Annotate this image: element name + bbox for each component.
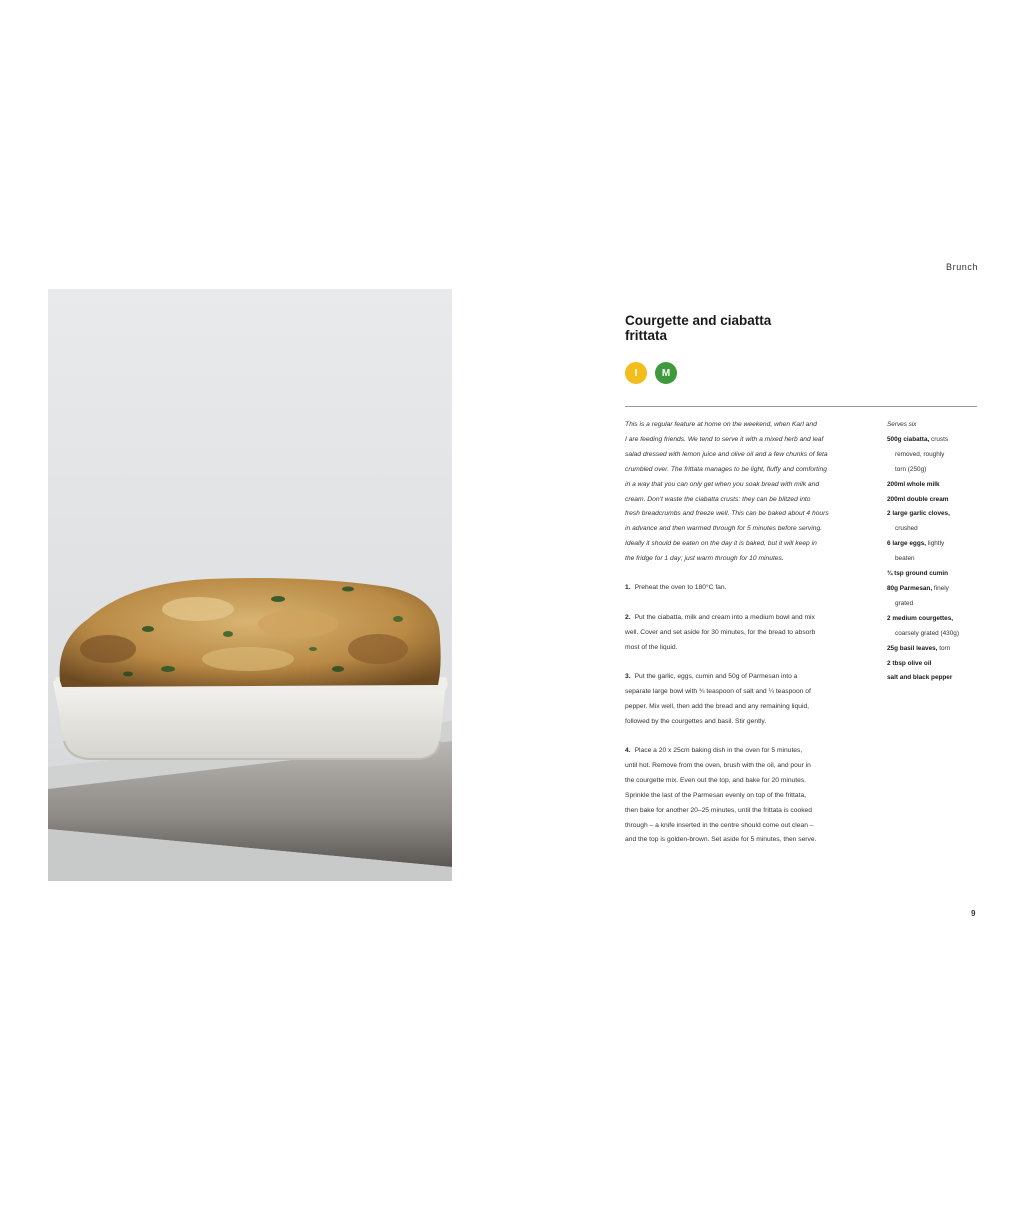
ingredient-item: 25g basil leaves, torn: [887, 644, 951, 652]
intro-line: I are feeding friends. We tend to serve it with a mixed herb and leaf: [625, 435, 824, 443]
ingredient-note: coarsely grated (430g): [895, 629, 959, 637]
method-step-1: [625, 581, 875, 596]
step-line: pepper. Mix well, then add the bread and any remaining liquid,: [625, 702, 810, 710]
page-number: 9: [971, 909, 976, 918]
ingredient-item: 200ml double cream: [887, 495, 949, 503]
section-label: Brunch: [946, 262, 979, 272]
step-line: Place a 20 x 25cm baking dish in the oven for 5 minutes,: [634, 747, 803, 754]
step-line: through – a knife inserted in the centre should come out clean –: [625, 821, 814, 829]
step-line: and the top is golden-brown. Set aside for 5 minutes, then serve.: [625, 836, 817, 844]
ingredient-item: 80g Parmesan, finely: [887, 584, 949, 592]
step-line: well. Cover and set aside for 30 minutes, for the bread to absorb: [625, 628, 816, 636]
step-line: until hot. Remove from the oven, brush with the oil, and pour in: [625, 761, 811, 769]
intro-line: fresh breadcrumbs and freeze well. This can be baked about 4 hours: [625, 510, 829, 518]
step-line: most of the liquid.: [625, 643, 678, 651]
step-line: then bake for another 20–25 minutes, until the frittata is cooked: [625, 806, 812, 814]
recipe-intro: [625, 418, 875, 567]
ingredient-note: crushed: [895, 525, 918, 533]
ingredient-note: grated: [895, 599, 914, 607]
step-line: the courgette mix. Even out the top, and bake for 20 minutes.: [625, 776, 807, 784]
recipe-title: [625, 313, 845, 343]
intro-line: in advance and then warmed through for 5 minutes before serving.: [625, 525, 823, 533]
intro-line: This is a regular feature at home on the weekend, when Karl and: [625, 421, 817, 428]
ingredient-item: 500g ciabatta, crusts: [887, 435, 949, 443]
ingredient-item: 200ml whole milk: [887, 480, 940, 488]
ingredients-list: [887, 418, 987, 686]
serves-count: Serves six: [887, 421, 917, 428]
intro-line: Ideally it should be eaten on the day it is baked, but it will keep in: [625, 540, 817, 548]
intro-line: the fridge for 1 day; just warm through for 10 minutes.: [625, 555, 784, 563]
ingredient-item: 6 large eggs, lightly: [887, 540, 945, 548]
step-number: 2.: [625, 614, 631, 621]
badge-m: M: [655, 362, 677, 384]
ingredient-item: salt and black pepper: [887, 674, 953, 682]
step-line: Sprinkle the last of the Parmesan evenly on top of the frittata,: [625, 791, 807, 799]
ingredient-note: beaten: [895, 555, 915, 563]
step-number: 4.: [625, 747, 631, 754]
badge-i: I: [625, 362, 647, 384]
ingredient-item: 2 medium courgettes,: [887, 614, 954, 622]
dietary-badges: [625, 362, 677, 384]
step-line: Put the garlic, eggs, cumin and 50g of Parmesan into a: [634, 673, 798, 680]
intro-line: in a way that you can only get when you soak bread with milk and: [625, 480, 820, 488]
step-number: 3.: [625, 673, 631, 680]
step-line: followed by the courgettes and basil. Stir gently.: [625, 717, 767, 725]
step-line: separate large bowl with ¾ teaspoon of salt and ¼ teaspoon of: [625, 687, 811, 695]
intro-line: crumbled over. The frittata manages to be light, fluffy and comforting: [625, 465, 827, 473]
step-line: Preheat the oven to 180°C fan.: [634, 584, 727, 591]
recipe-title-line-1: Courgette and ciabatta: [625, 313, 772, 328]
method-step-2: [625, 611, 875, 656]
intro-line: salad dressed with lemon juice and olive oil and a few chunks of feta: [625, 450, 828, 458]
step-line: Put the ciabatta, milk and cream into a medium bowl and mix: [634, 614, 815, 621]
ingredient-item: 2 large garlic cloves,: [887, 510, 950, 518]
intro-line: cream. Don’t waste the ciabatta crusts: they can be blitzed into: [625, 495, 811, 503]
divider-rule: [625, 406, 977, 407]
method-step-3: [625, 670, 875, 730]
ingredient-item: ¾ tsp ground cumin: [887, 570, 949, 578]
method-step-4: [625, 744, 875, 848]
ingredient-item: 2 tbsp olive oil: [887, 659, 932, 667]
step-number: 1.: [625, 584, 631, 591]
frittata-photo: [48, 289, 452, 881]
ingredient-note: torn (250g): [895, 465, 927, 473]
recipe-title-line-2: frittata: [625, 328, 668, 343]
ingredient-note: removed, roughly: [895, 450, 945, 458]
